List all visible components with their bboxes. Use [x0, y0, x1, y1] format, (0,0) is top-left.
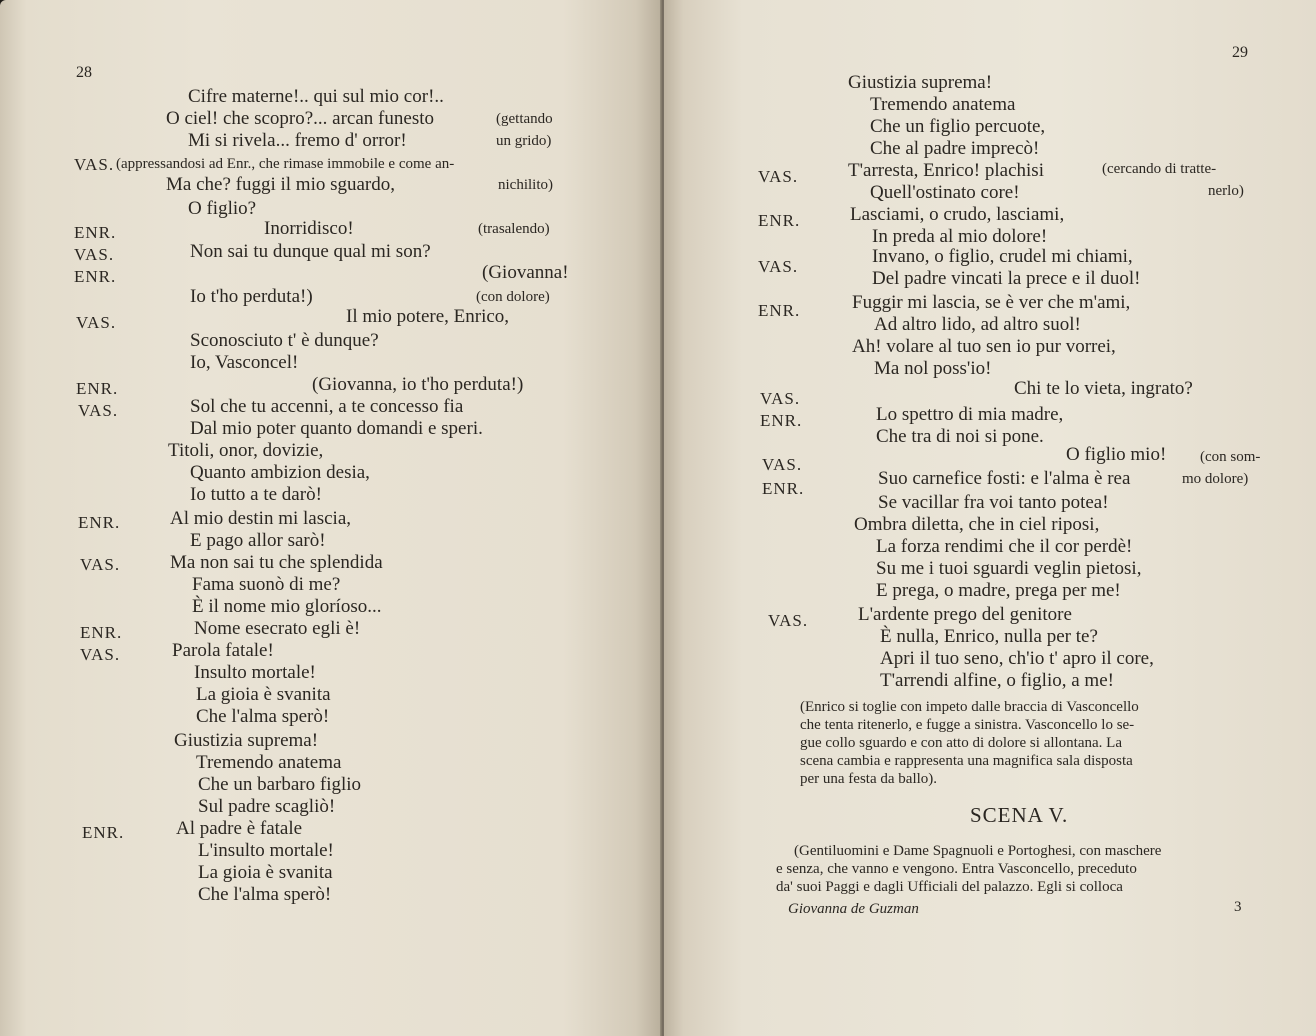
text-line: Mi si rivela... fremo d' orror! [188, 130, 407, 151]
stage-direction: (cercando di tratte- [1102, 161, 1217, 177]
text-line: Io tutto a te darò! [190, 484, 322, 505]
scene-heading: SCENA V. [970, 803, 1069, 827]
text-line: T'arresta, Enrico! plachisi [848, 160, 1044, 181]
text-line: Al padre è fatale [176, 818, 303, 839]
stage-direction: e senza, che vanno e vengono. Entra Vasconcello, preceduto [776, 861, 1137, 877]
text-line: Lo spettro di mia madre, [876, 404, 1064, 425]
speaker-label: VAS. [78, 401, 119, 420]
speaker-label: VAS. [80, 555, 121, 574]
text-line: (Giovanna! [482, 262, 569, 283]
text-line: È nulla, Enrico, nulla per te? [880, 626, 1098, 647]
text-line: Nome esecrato egli è! [194, 618, 361, 639]
text-line: Ah! volare al tuo sen io pur vorrei, [852, 336, 1116, 357]
signature-mark: 3 [1234, 899, 1242, 915]
speaker-label: ENR. [762, 479, 805, 498]
speaker-label: VAS. [80, 645, 121, 664]
text-line: T'arrendi alfine, o figlio, a me! [880, 670, 1114, 691]
text-line: O figlio? [188, 198, 257, 219]
text-line: Quell'ostinato core! [870, 182, 1020, 203]
speaker-label: VAS. [758, 167, 799, 186]
text-line: Tremendo anatema [196, 752, 342, 773]
text-line: Sconosciuto t' è dunque? [190, 330, 379, 351]
stage-direction: nichilito) [498, 177, 553, 193]
text-line: La gioia è svanita [198, 862, 333, 883]
running-title: Giovanna de Guzman [788, 901, 919, 917]
stage-direction: da' suoi Paggi e dagli Ufficiali del palazzo. Egli si colloca [776, 879, 1123, 895]
speaker-label: VAS. [768, 611, 809, 630]
stage-direction: (trasalendo) [478, 221, 550, 237]
stage-direction: (con som- [1200, 449, 1261, 465]
text-line: Che l'alma sperò! [198, 884, 332, 905]
speaker-label: ENR. [78, 513, 121, 532]
text-line: Chi te lo vieta, ingrato? [1014, 378, 1193, 399]
text-line: Giustizia suprema! [174, 730, 319, 751]
text-line: Al mio destin mi lascia, [170, 508, 352, 529]
text-line: E pago allor sarò! [190, 530, 326, 551]
text-line: Insulto mortale! [194, 662, 316, 683]
stage-direction: nerlo) [1208, 183, 1244, 199]
text-line: Io, Vasconcel! [190, 352, 299, 373]
text-line: Sul padre scagliò! [198, 796, 336, 817]
speaker-label: VAS. [760, 389, 801, 408]
stage-direction: gue collo sguardo e con atto di dolore si allontana. La [800, 735, 1122, 751]
stage-direction: un grido) [496, 133, 552, 149]
stage-direction: (gettando [496, 111, 553, 127]
speaker-label: ENR. [758, 211, 801, 230]
speaker-label: ENR. [80, 623, 123, 642]
text-line: È il nome mio gloríoso... [192, 596, 382, 617]
text-line: Tremendo anatema [870, 94, 1016, 115]
speaker-label: VAS. [74, 245, 115, 264]
text-line: Apri il tuo seno, ch'io t' apro il core, [880, 648, 1154, 669]
text-line: Parola fatale! [172, 640, 274, 661]
text-line: Ma non sai tu che splendida [170, 552, 383, 573]
text-line: Suo carnefice fosti: e l'alma è rea [878, 468, 1131, 489]
text-line: Che tra di noi si pone. [876, 426, 1044, 447]
text-line: Cifre materne!.. qui sul mio cor!.. [188, 86, 444, 107]
speaker-label: VAS. [76, 313, 117, 332]
stage-direction: (Gentiluomini e Dame Spagnuoli e Portoghesi, con maschere [794, 843, 1162, 859]
text-line: Fuggir mi lascia, se è ver che m'ami, [852, 292, 1131, 313]
text-line: Dal mio poter quanto domandi e speri. [190, 418, 483, 439]
text-line: Se vacillar fra voi tanto potea! [878, 492, 1109, 513]
speaker-label: VAS. [758, 257, 799, 276]
text-line: Titoli, onor, dovizie, [168, 440, 324, 461]
page-number-right: 29 [1232, 44, 1248, 61]
text-line: Io t'ho perduta!) [190, 286, 313, 307]
text-line: Ad altro lido, ad altro suol! [874, 314, 1081, 335]
text-line: Fama suonò di me? [192, 574, 341, 595]
text-line: O ciel! che scopro?... arcan funesto [166, 108, 434, 129]
speaker-label: ENR. [760, 411, 803, 430]
stage-direction: (con dolore) [476, 289, 550, 305]
text-line: In preda al mio dolore! [872, 226, 1048, 247]
speaker-label: ENR. [76, 379, 119, 398]
text-line: Sol che tu accenni, a te concesso fia [190, 396, 464, 417]
text-line: O figlio mio! [1066, 444, 1167, 465]
speaker-label: VAS. [74, 155, 115, 174]
text-line: Su me i tuoi sguardi veglin pietosi, [876, 558, 1142, 579]
text-line: Del padre vincati la prece e il duol! [872, 268, 1141, 289]
stage-direction: che tenta ritenerlo, e fugge a sinistra. Vasconcello lo se- [800, 717, 1135, 733]
page-number-left: 28 [76, 64, 92, 81]
text-line: Quanto ambizion desia, [190, 462, 370, 483]
stage-direction: per una festa da ballo). [800, 771, 938, 787]
text-line: Inorridisco! [264, 218, 354, 239]
stage-direction: (appressandosi ad Enr., che rimase immobile e come an- [116, 156, 455, 172]
text-line: Non sai tu dunque qual mi son? [190, 241, 431, 262]
text-line: Giustizia suprema! [848, 72, 993, 93]
text-line: Il mio potere, Enrico, [346, 306, 510, 327]
text-line: Ma che? fuggi il mio sguardo, [166, 174, 396, 195]
right-page [664, 0, 1316, 1036]
text-line: Che un figlio percuote, [870, 116, 1046, 137]
text-line: La gioia è svanita [196, 684, 331, 705]
stage-direction: (Enrico si toglie con impeto dalle braccia di Vasconcello [800, 699, 1139, 715]
text-line: (Giovanna, io t'ho perduta!) [312, 374, 524, 395]
text-line: Ombra diletta, che in ciel riposi, [854, 514, 1100, 535]
text-line: L'insulto mortale! [198, 840, 334, 861]
speaker-label: ENR. [74, 267, 117, 286]
speaker-label: VAS. [762, 455, 803, 474]
text-line: L'ardente prego del genitore [858, 604, 1072, 625]
text-line: Ma nol poss'io! [874, 358, 992, 379]
text-line: E prega, o madre, prega per me! [876, 580, 1121, 601]
stage-direction: mo dolore) [1182, 471, 1249, 487]
text-line: Che l'alma sperò! [196, 706, 330, 727]
text-line: Che al padre imprecò! [870, 138, 1040, 159]
text-line: Lasciami, o crudo, lasciami, [850, 204, 1065, 225]
speaker-label: ENR. [758, 301, 801, 320]
text-line: Invano, o figlio, crudel mi chiami, [872, 246, 1133, 267]
text-line: La forza rendimi che il cor perdè! [876, 536, 1133, 557]
speaker-label: ENR. [74, 223, 117, 242]
text-line: Che un barbaro figlio [198, 774, 362, 795]
speaker-label: ENR. [82, 823, 125, 842]
stage-direction: scena cambia e rappresenta una magnifica sala disposta [800, 753, 1133, 769]
